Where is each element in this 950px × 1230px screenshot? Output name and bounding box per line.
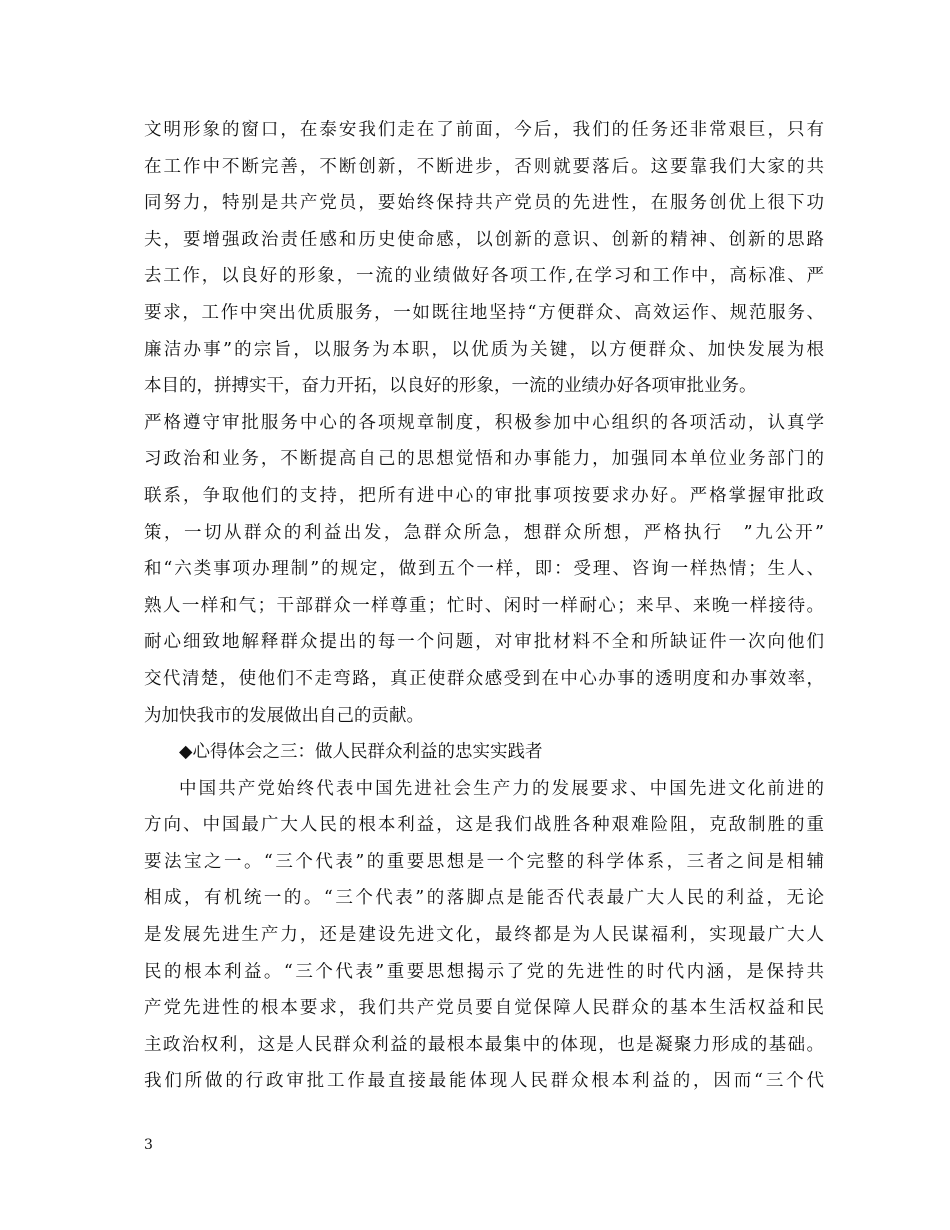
text-line: ◆心得体会之三：做人民群众利益的忠实实践者 (179, 742, 543, 763)
text-line: 相成，有机统一的。“三个代表”的落脚点是能否代表最广大人民的利益，无论 (144, 888, 824, 909)
text-line: 在工作中不断完善，不断创新，不断进步，否则就要落后。这要靠我们大家的共 (144, 156, 824, 177)
page-number: 3 (144, 1137, 153, 1153)
text-line: 是发展先进生产力，还是建设先进文化，最终都是为人民谋福利，实现最广大人 (144, 925, 824, 946)
text-line: 熟人一样和气；干部群众一样尊重；忙时、闲时一样耐心；来早、来晚一样接待。 (144, 595, 824, 616)
body-text (144, 112, 824, 1100)
text-line: 和“六类事项办理制”的规定，做到五个一样，即：受理、咨询一样热情；生人、 (144, 559, 824, 580)
text-line: 耐心细致地解释群众提出的每一个问题，对审批材料不全和所缺证件一次向他们 (144, 632, 824, 653)
text-line: 民的根本利益。“三个代表”重要思想揭示了党的先进性的时代内涵，是保持共 (144, 961, 824, 982)
text-line: 主政治权利，这是人民群众利益的最根本最集中的体现，也是凝聚力形成的基础。 (144, 1034, 824, 1055)
text-line: 方向、中国最广大人民的根本利益，这是我们战胜各种艰难险阻，克敌制胜的重 (144, 815, 824, 836)
text-line: 夫，要增强政治责任感和历史使命感，以创新的意识、创新的精神、创新的思路 (144, 229, 824, 250)
text-line: 去工作，以良好的形象，一流的业绩做好各项工作,在学习和工作中，高标准、严 (144, 266, 824, 287)
text-line: 习政治和业务，不断提高自己的思想觉悟和办事能力，加强同本单位业务部门的 (144, 449, 824, 470)
text-line: 文明形象的窗口，在泰安我们走在了前面，今后，我们的任务还非常艰巨，只有 (144, 120, 824, 140)
text-line: 严格遵守审批服务中心的各项规章制度，积极参加中心组织的各项活动，认真学 (144, 412, 824, 433)
text-line: 要法宝之一。“三个代表”的重要思想是一个完整的科学体系，三者之间是相辅 (144, 851, 824, 872)
text-line: 为加快我市的发展做出自己的贡献。 (144, 705, 424, 726)
text-line: 廉洁办事”的宗旨，以服务为本职，以优质为关键，以方便群众、加快发展为根 (144, 339, 824, 360)
text-line: 要求，工作中突出优质服务，一如既往地坚持“方便群众、高效运作、规范服务、 (144, 302, 824, 323)
text-line: 中国共产党始终代表中国先进社会生产力的发展要求、中国先进文化前进的 (179, 778, 824, 799)
text-line: 我们所做的行政审批工作最直接最能体现人民群众根本利益的，因而“三个代 (144, 1071, 824, 1092)
text-line: 交代清楚，使他们不走弯路，真正使群众感受到在中心办事的透明度和办事效率， (144, 668, 824, 689)
text-line: 同努力，特别是共产党员，要始终保持共产党员的先进性，在服务创优上很下功 (144, 193, 824, 214)
text-line: 策，一切从群众的利益出发，急群众所急，想群众所想，严格执行 ”九公开” (144, 522, 824, 543)
text-line: 联系，争取他们的支持，把所有进中心的审批事项按要求办好。严格掌握审批政 (144, 485, 824, 506)
text-line: 产党先进性的根本要求，我们共产党员要自觉保障人民群众的基本生活权益和民 (144, 998, 824, 1019)
text-line: 本目的，拼搏实干，奋力开拓，以良好的形象，一流的业绩办好各项审批业务。 (144, 376, 757, 397)
